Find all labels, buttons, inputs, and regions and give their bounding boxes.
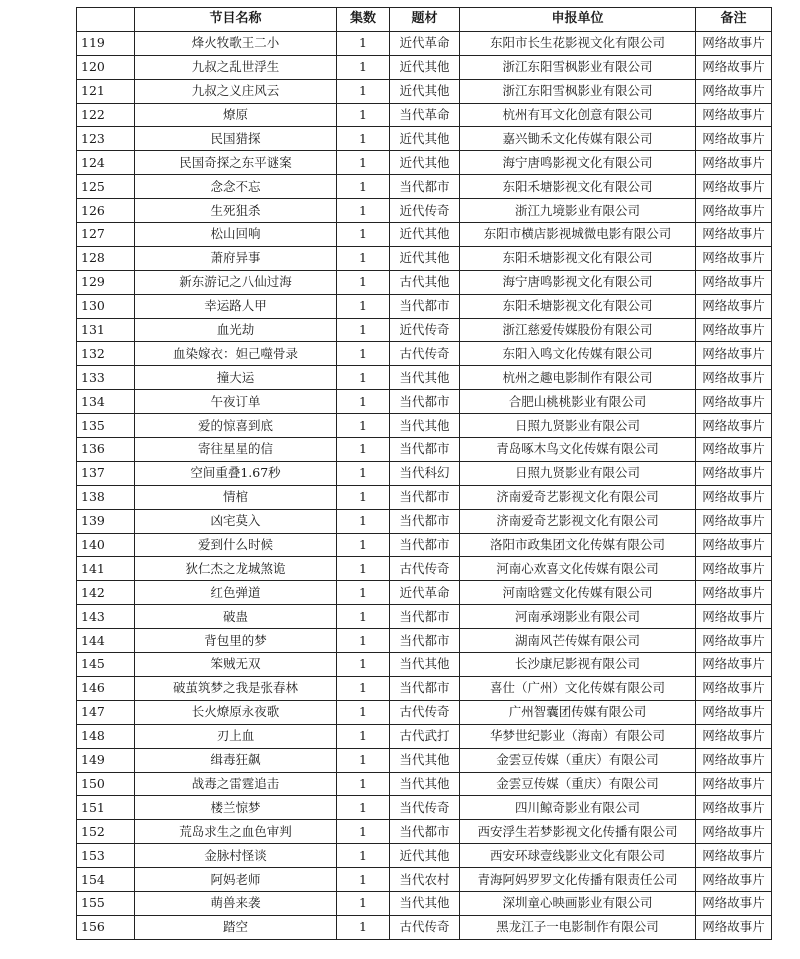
episode-count: 1 [337, 629, 390, 653]
program-title: 念念不忘 [135, 175, 337, 199]
program-title: 萧府异事 [135, 246, 337, 270]
program-title: 楼兰惊梦 [135, 796, 337, 820]
program-title: 血染嫁衣：妲己噬骨录 [135, 342, 337, 366]
program-table [76, 7, 772, 940]
episode-count: 1 [337, 438, 390, 462]
episode-count: 1 [337, 844, 390, 868]
episode-count: 1 [337, 891, 390, 915]
table-row [77, 270, 772, 294]
submitting-unit: 长沙康尼影视有限公司 [460, 653, 696, 677]
episode-count: 1 [337, 31, 390, 55]
episode-count: 1 [337, 724, 390, 748]
program-title: 新东游记之八仙过海 [135, 270, 337, 294]
program-title: 九叔之义庄风云 [135, 79, 337, 103]
submitting-unit: 河南心欢喜文化传媒有限公司 [460, 557, 696, 581]
remark: 网络故事片 [696, 31, 772, 55]
submitting-unit: 湖南风芒传媒有限公司 [460, 629, 696, 653]
episode-count: 1 [337, 533, 390, 557]
row-number: 133 [77, 366, 135, 390]
theme-category: 近代其他 [390, 79, 460, 103]
row-number: 137 [77, 461, 135, 485]
theme-category: 当代传奇 [390, 796, 460, 820]
submitting-unit: 金雲豆传媒（重庆）有限公司 [460, 772, 696, 796]
program-title: 民国猎探 [135, 127, 337, 151]
episode-count: 1 [337, 127, 390, 151]
theme-category: 当代都市 [390, 175, 460, 199]
submitting-unit: 日照九贤影业有限公司 [460, 461, 696, 485]
theme-category: 当代都市 [390, 676, 460, 700]
remark: 网络故事片 [696, 461, 772, 485]
row-number: 150 [77, 772, 135, 796]
row-number: 151 [77, 796, 135, 820]
program-title: 凶宅莫入 [135, 509, 337, 533]
theme-category: 当代其他 [390, 772, 460, 796]
program-title: 狄仁杰之龙城煞诡 [135, 557, 337, 581]
theme-category: 当代都市 [390, 820, 460, 844]
episode-count: 1 [337, 676, 390, 700]
episode-count: 1 [337, 581, 390, 605]
episode-count: 1 [337, 318, 390, 342]
remark: 网络故事片 [696, 438, 772, 462]
submitting-unit: 浙江东阳雪枫影业有限公司 [460, 79, 696, 103]
episode-count: 1 [337, 294, 390, 318]
episode-count: 1 [337, 366, 390, 390]
theme-category: 近代其他 [390, 223, 460, 247]
theme-category: 近代传奇 [390, 318, 460, 342]
table-row [77, 485, 772, 509]
theme-category: 古代其他 [390, 270, 460, 294]
theme-category: 近代革命 [390, 581, 460, 605]
remark: 网络故事片 [696, 581, 772, 605]
header-number [77, 8, 135, 32]
program-title: 荒岛求生之血色审判 [135, 820, 337, 844]
theme-category: 当代都市 [390, 605, 460, 629]
row-number: 119 [77, 31, 135, 55]
remark: 网络故事片 [696, 342, 772, 366]
row-number: 146 [77, 676, 135, 700]
episode-count: 1 [337, 414, 390, 438]
program-title: 缉毒狂飙 [135, 748, 337, 772]
program-title: 破蛊 [135, 605, 337, 629]
theme-category: 当代农村 [390, 868, 460, 892]
row-number: 123 [77, 127, 135, 151]
episode-count: 1 [337, 772, 390, 796]
submitting-unit: 金雲豆传媒（重庆）有限公司 [460, 748, 696, 772]
program-title: 生死狙杀 [135, 199, 337, 223]
program-list-sheet [76, 7, 772, 940]
submitting-unit: 海宁唐鸣影视文化有限公司 [460, 270, 696, 294]
table-row [77, 246, 772, 270]
program-title: 萌兽来袭 [135, 891, 337, 915]
header-unit: 申报单位 [460, 8, 696, 32]
remark: 网络故事片 [696, 676, 772, 700]
row-number: 149 [77, 748, 135, 772]
row-number: 148 [77, 724, 135, 748]
table-row [77, 915, 772, 939]
episode-count: 1 [337, 868, 390, 892]
table-row [77, 772, 772, 796]
submitting-unit: 济南爱奇艺影视文化有限公司 [460, 485, 696, 509]
table-row [77, 557, 772, 581]
program-title: 笨贼无双 [135, 653, 337, 677]
theme-category: 近代传奇 [390, 199, 460, 223]
remark: 网络故事片 [696, 796, 772, 820]
submitting-unit: 东阳市横店影视城微电影有限公司 [460, 223, 696, 247]
program-title: 撞大运 [135, 366, 337, 390]
program-title: 松山回响 [135, 223, 337, 247]
row-number: 141 [77, 557, 135, 581]
row-number: 154 [77, 868, 135, 892]
table-row [77, 199, 772, 223]
table-row [77, 748, 772, 772]
episode-count: 1 [337, 820, 390, 844]
row-number: 124 [77, 151, 135, 175]
submitting-unit: 河南承翊影业有限公司 [460, 605, 696, 629]
row-number: 134 [77, 390, 135, 414]
program-title: 金脉村怪谈 [135, 844, 337, 868]
submitting-unit: 嘉兴锄禾文化传媒有限公司 [460, 127, 696, 151]
submitting-unit: 四川鲸奇影业有限公司 [460, 796, 696, 820]
submitting-unit: 黑龙江子一电影制作有限公司 [460, 915, 696, 939]
row-number: 143 [77, 605, 135, 629]
row-number: 136 [77, 438, 135, 462]
theme-category: 当代都市 [390, 438, 460, 462]
row-number: 155 [77, 891, 135, 915]
row-number: 122 [77, 103, 135, 127]
program-title: 长火燎原永夜歌 [135, 700, 337, 724]
episode-count: 1 [337, 653, 390, 677]
theme-category: 当代革命 [390, 103, 460, 127]
submitting-unit: 青海阿妈罗罗文化传播有限责任公司 [460, 868, 696, 892]
row-number: 126 [77, 199, 135, 223]
remark: 网络故事片 [696, 390, 772, 414]
program-title: 寄往星星的信 [135, 438, 337, 462]
program-title: 午夜订单 [135, 390, 337, 414]
remark: 网络故事片 [696, 55, 772, 79]
submitting-unit: 河南晗霆文化传媒有限公司 [460, 581, 696, 605]
remark: 网络故事片 [696, 270, 772, 294]
program-title: 破茧筑梦之我是张春林 [135, 676, 337, 700]
submitting-unit: 浙江慈爱传媒股份有限公司 [460, 318, 696, 342]
submitting-unit: 东阳禾塘影视文化有限公司 [460, 246, 696, 270]
remark: 网络故事片 [696, 175, 772, 199]
program-title: 踏空 [135, 915, 337, 939]
table-row [77, 796, 772, 820]
table-row [77, 366, 772, 390]
program-title: 背包里的梦 [135, 629, 337, 653]
table-row [77, 461, 772, 485]
theme-category: 古代武打 [390, 724, 460, 748]
theme-category: 当代都市 [390, 390, 460, 414]
remark: 网络故事片 [696, 151, 772, 175]
theme-category: 当代其他 [390, 366, 460, 390]
row-number: 139 [77, 509, 135, 533]
table-row [77, 318, 772, 342]
theme-category: 古代传奇 [390, 342, 460, 366]
program-title: 刃上血 [135, 724, 337, 748]
theme-category: 当代都市 [390, 629, 460, 653]
program-title: 爱到什么时候 [135, 533, 337, 557]
table-row [77, 342, 772, 366]
episode-count: 1 [337, 605, 390, 629]
submitting-unit: 东阳市长生花影视文化有限公司 [460, 31, 696, 55]
table-row [77, 55, 772, 79]
theme-category: 当代都市 [390, 509, 460, 533]
table-row [77, 390, 772, 414]
program-title: 空间重叠1.67秒 [135, 461, 337, 485]
theme-category: 当代科幻 [390, 461, 460, 485]
submitting-unit: 杭州有耳文化创意有限公司 [460, 103, 696, 127]
theme-category: 当代其他 [390, 414, 460, 438]
episode-count: 1 [337, 700, 390, 724]
table-row [77, 438, 772, 462]
remark: 网络故事片 [696, 79, 772, 103]
row-number: 125 [77, 175, 135, 199]
theme-category: 近代其他 [390, 151, 460, 175]
theme-category: 当代其他 [390, 653, 460, 677]
remark: 网络故事片 [696, 509, 772, 533]
theme-category: 近代其他 [390, 127, 460, 151]
episode-count: 1 [337, 342, 390, 366]
row-number: 144 [77, 629, 135, 653]
remark: 网络故事片 [696, 103, 772, 127]
remark: 网络故事片 [696, 653, 772, 677]
program-title: 幸运路人甲 [135, 294, 337, 318]
remark: 网络故事片 [696, 915, 772, 939]
episode-count: 1 [337, 485, 390, 509]
row-number: 142 [77, 581, 135, 605]
table-row [77, 820, 772, 844]
remark: 网络故事片 [696, 533, 772, 557]
remark: 网络故事片 [696, 605, 772, 629]
row-number: 132 [77, 342, 135, 366]
table-row [77, 605, 772, 629]
remark: 网络故事片 [696, 199, 772, 223]
table-row [77, 31, 772, 55]
remark: 网络故事片 [696, 485, 772, 509]
table-row [77, 151, 772, 175]
row-number: 129 [77, 270, 135, 294]
submitting-unit: 杭州之趣电影制作有限公司 [460, 366, 696, 390]
program-title: 战毒之雷霆追击 [135, 772, 337, 796]
table-row [77, 127, 772, 151]
row-number: 152 [77, 820, 135, 844]
submitting-unit: 东阳入鸣文化传媒有限公司 [460, 342, 696, 366]
episode-count: 1 [337, 175, 390, 199]
row-number: 140 [77, 533, 135, 557]
episode-count: 1 [337, 199, 390, 223]
submitting-unit: 深圳童心映画影业有限公司 [460, 891, 696, 915]
program-title: 血光劫 [135, 318, 337, 342]
table-row [77, 79, 772, 103]
program-title: 烽火牧歌王二小 [135, 31, 337, 55]
row-number: 128 [77, 246, 135, 270]
program-title: 红色弹道 [135, 581, 337, 605]
episode-count: 1 [337, 223, 390, 247]
submitting-unit: 海宁唐鸣影视文化有限公司 [460, 151, 696, 175]
table-row [77, 700, 772, 724]
theme-category: 当代其他 [390, 891, 460, 915]
remark: 网络故事片 [696, 724, 772, 748]
table-row [77, 891, 772, 915]
remark: 网络故事片 [696, 844, 772, 868]
header-row [77, 8, 772, 32]
theme-category: 当代其他 [390, 748, 460, 772]
remark: 网络故事片 [696, 223, 772, 247]
episode-count: 1 [337, 246, 390, 270]
theme-category: 当代都市 [390, 294, 460, 318]
row-number: 135 [77, 414, 135, 438]
remark: 网络故事片 [696, 868, 772, 892]
table-row [77, 676, 772, 700]
submitting-unit: 合肥山桃桃影业有限公司 [460, 390, 696, 414]
remark: 网络故事片 [696, 366, 772, 390]
program-title: 九叔之乱世浮生 [135, 55, 337, 79]
program-title: 燎原 [135, 103, 337, 127]
episode-count: 1 [337, 151, 390, 175]
header-note: 备注 [696, 8, 772, 32]
row-number: 156 [77, 915, 135, 939]
theme-category: 近代其他 [390, 55, 460, 79]
table-row [77, 509, 772, 533]
table-row [77, 629, 772, 653]
header-title: 节目名称 [135, 8, 337, 32]
episode-count: 1 [337, 390, 390, 414]
episode-count: 1 [337, 915, 390, 939]
header-episodes: 集数 [337, 8, 390, 32]
theme-category: 近代革命 [390, 31, 460, 55]
submitting-unit: 浙江九境影业有限公司 [460, 199, 696, 223]
submitting-unit: 日照九贤影业有限公司 [460, 414, 696, 438]
table-row [77, 724, 772, 748]
program-title: 民国奇探之东平谜案 [135, 151, 337, 175]
row-number: 131 [77, 318, 135, 342]
header-theme: 题材 [390, 8, 460, 32]
theme-category: 古代传奇 [390, 700, 460, 724]
row-number: 145 [77, 653, 135, 677]
remark: 网络故事片 [696, 629, 772, 653]
table-row [77, 294, 772, 318]
episode-count: 1 [337, 55, 390, 79]
table-row [77, 844, 772, 868]
submitting-unit: 浙江东阳雪枫影业有限公司 [460, 55, 696, 79]
episode-count: 1 [337, 796, 390, 820]
table-row [77, 533, 772, 557]
submitting-unit: 广州智囊团传媒有限公司 [460, 700, 696, 724]
episode-count: 1 [337, 461, 390, 485]
theme-category: 古代传奇 [390, 915, 460, 939]
row-number: 130 [77, 294, 135, 318]
theme-category: 近代其他 [390, 246, 460, 270]
submitting-unit: 洛阳市政集团文化传媒有限公司 [460, 533, 696, 557]
table-row [77, 103, 772, 127]
remark: 网络故事片 [696, 700, 772, 724]
program-title: 爱的惊喜到底 [135, 414, 337, 438]
submitting-unit: 青岛啄木鸟文化传媒有限公司 [460, 438, 696, 462]
remark: 网络故事片 [696, 772, 772, 796]
remark: 网络故事片 [696, 820, 772, 844]
episode-count: 1 [337, 79, 390, 103]
row-number: 120 [77, 55, 135, 79]
row-number: 153 [77, 844, 135, 868]
episode-count: 1 [337, 103, 390, 127]
row-number: 147 [77, 700, 135, 724]
theme-category: 古代传奇 [390, 557, 460, 581]
remark: 网络故事片 [696, 891, 772, 915]
table-row [77, 223, 772, 247]
table-row [77, 868, 772, 892]
episode-count: 1 [337, 557, 390, 581]
submitting-unit: 喜仕（广州）文化传媒有限公司 [460, 676, 696, 700]
remark: 网络故事片 [696, 557, 772, 581]
program-title: 阿妈老师 [135, 868, 337, 892]
row-number: 121 [77, 79, 135, 103]
submitting-unit: 华梦世纪影业（海南）有限公司 [460, 724, 696, 748]
episode-count: 1 [337, 270, 390, 294]
submitting-unit: 东阳禾塘影视文化有限公司 [460, 294, 696, 318]
program-title: 情棺 [135, 485, 337, 509]
remark: 网络故事片 [696, 246, 772, 270]
row-number: 127 [77, 223, 135, 247]
table-row [77, 581, 772, 605]
submitting-unit: 东阳禾塘影视文化有限公司 [460, 175, 696, 199]
row-number: 138 [77, 485, 135, 509]
table-row [77, 414, 772, 438]
remark: 网络故事片 [696, 414, 772, 438]
theme-category: 当代都市 [390, 485, 460, 509]
remark: 网络故事片 [696, 748, 772, 772]
table-row [77, 175, 772, 199]
remark: 网络故事片 [696, 127, 772, 151]
remark: 网络故事片 [696, 294, 772, 318]
submitting-unit: 西安浮生若梦影视文化传播有限公司 [460, 820, 696, 844]
theme-category: 当代都市 [390, 533, 460, 557]
theme-category: 近代其他 [390, 844, 460, 868]
episode-count: 1 [337, 748, 390, 772]
remark: 网络故事片 [696, 318, 772, 342]
episode-count: 1 [337, 509, 390, 533]
table-row [77, 653, 772, 677]
submitting-unit: 济南爱奇艺影视文化有限公司 [460, 509, 696, 533]
submitting-unit: 西安环球壹线影业文化有限公司 [460, 844, 696, 868]
